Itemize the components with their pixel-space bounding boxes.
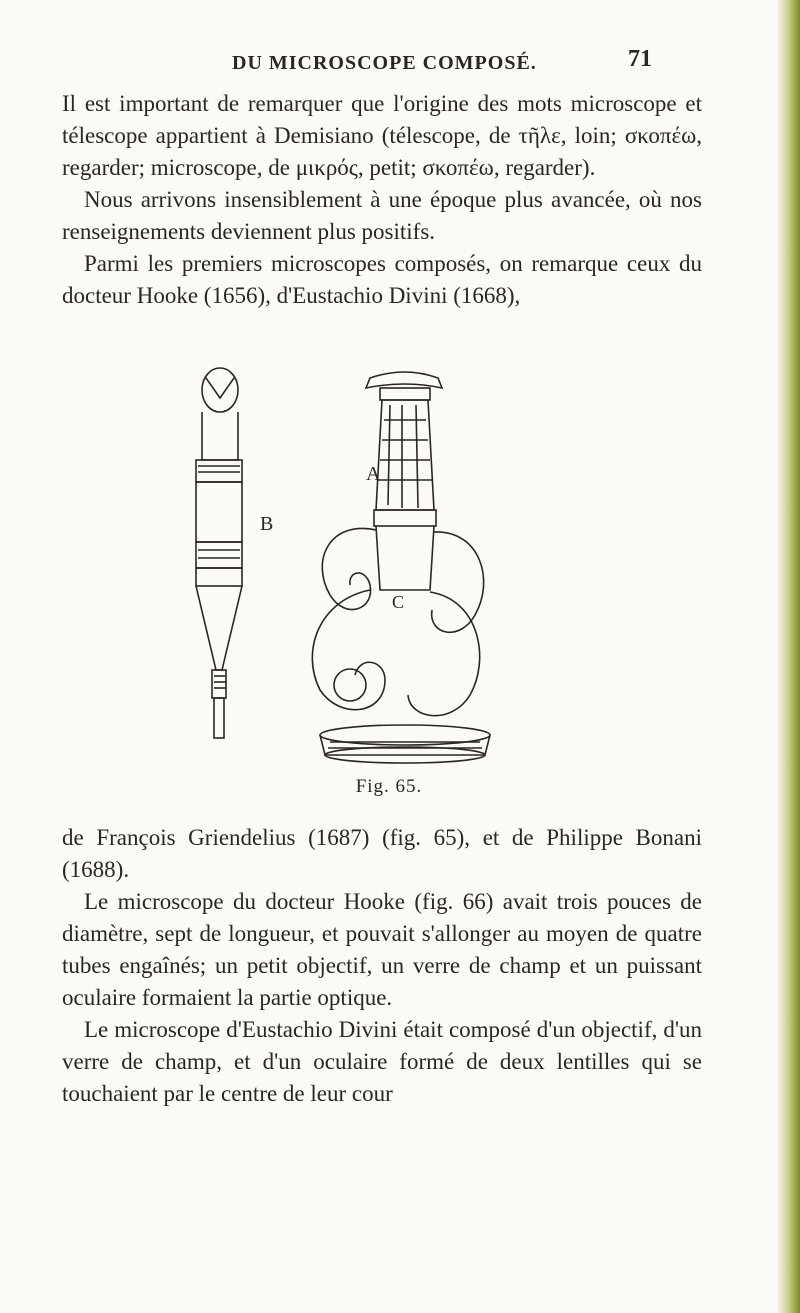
lower-text-block: [62, 822, 702, 1110]
page-number: 71: [628, 46, 652, 72]
tube-b-drawing: [196, 368, 242, 738]
page-edge: [778, 0, 800, 1313]
figure-label-c: C: [392, 592, 405, 612]
instrument-a-drawing: [312, 372, 490, 763]
microscope-illustration: [180, 360, 500, 780]
figure-label-b: B: [260, 513, 274, 535]
paragraph: de François Griendelius (1687) (fig. 65), et de Philippe Bonani (1688).: [62, 825, 702, 882]
paragraph: Le microscope du docteur Hooke (fig. 66) avait trois pouces de diamètre, sept de longueur, et pouvait s'allonger au moyen de quatre tubes engaînés; un petit objectif, un verre de champ et un puissant oculaire formaient la partie optique.: [62, 889, 702, 1010]
running-title: DU MICROSCOPE COMPOSÉ.: [232, 52, 537, 74]
paragraph: Le microscope d'Eustachio Divini était composé d'un objectif, d'un verre de champ, et d'un oculaire formé de deux lentilles qui se touchaient par le centre de leur cour: [62, 1017, 702, 1106]
figure-microscope-engraving: [180, 360, 500, 780]
figure-label-a: A: [366, 463, 381, 485]
paragraph: Il est important de remarquer que l'origine des mots microscope et télescope appartient à Demisiano (télescope, de τῆλε, loin; σκοπέω, regarder; microscope, de μικρός, petit; σκοπέω, regarder).: [62, 91, 702, 180]
upper-text-block: [62, 88, 702, 312]
figure-caption: Fig. 65.: [355, 776, 423, 797]
paragraph: Nous arrivons insensiblement à une époque plus avancée, où nos renseignements deviennent plus positifs.: [62, 187, 702, 244]
paragraph: Parmi les premiers microscopes composés, on remarque ceux du docteur Hooke (1656), d'Eustachio Divini (1668),: [62, 251, 702, 308]
